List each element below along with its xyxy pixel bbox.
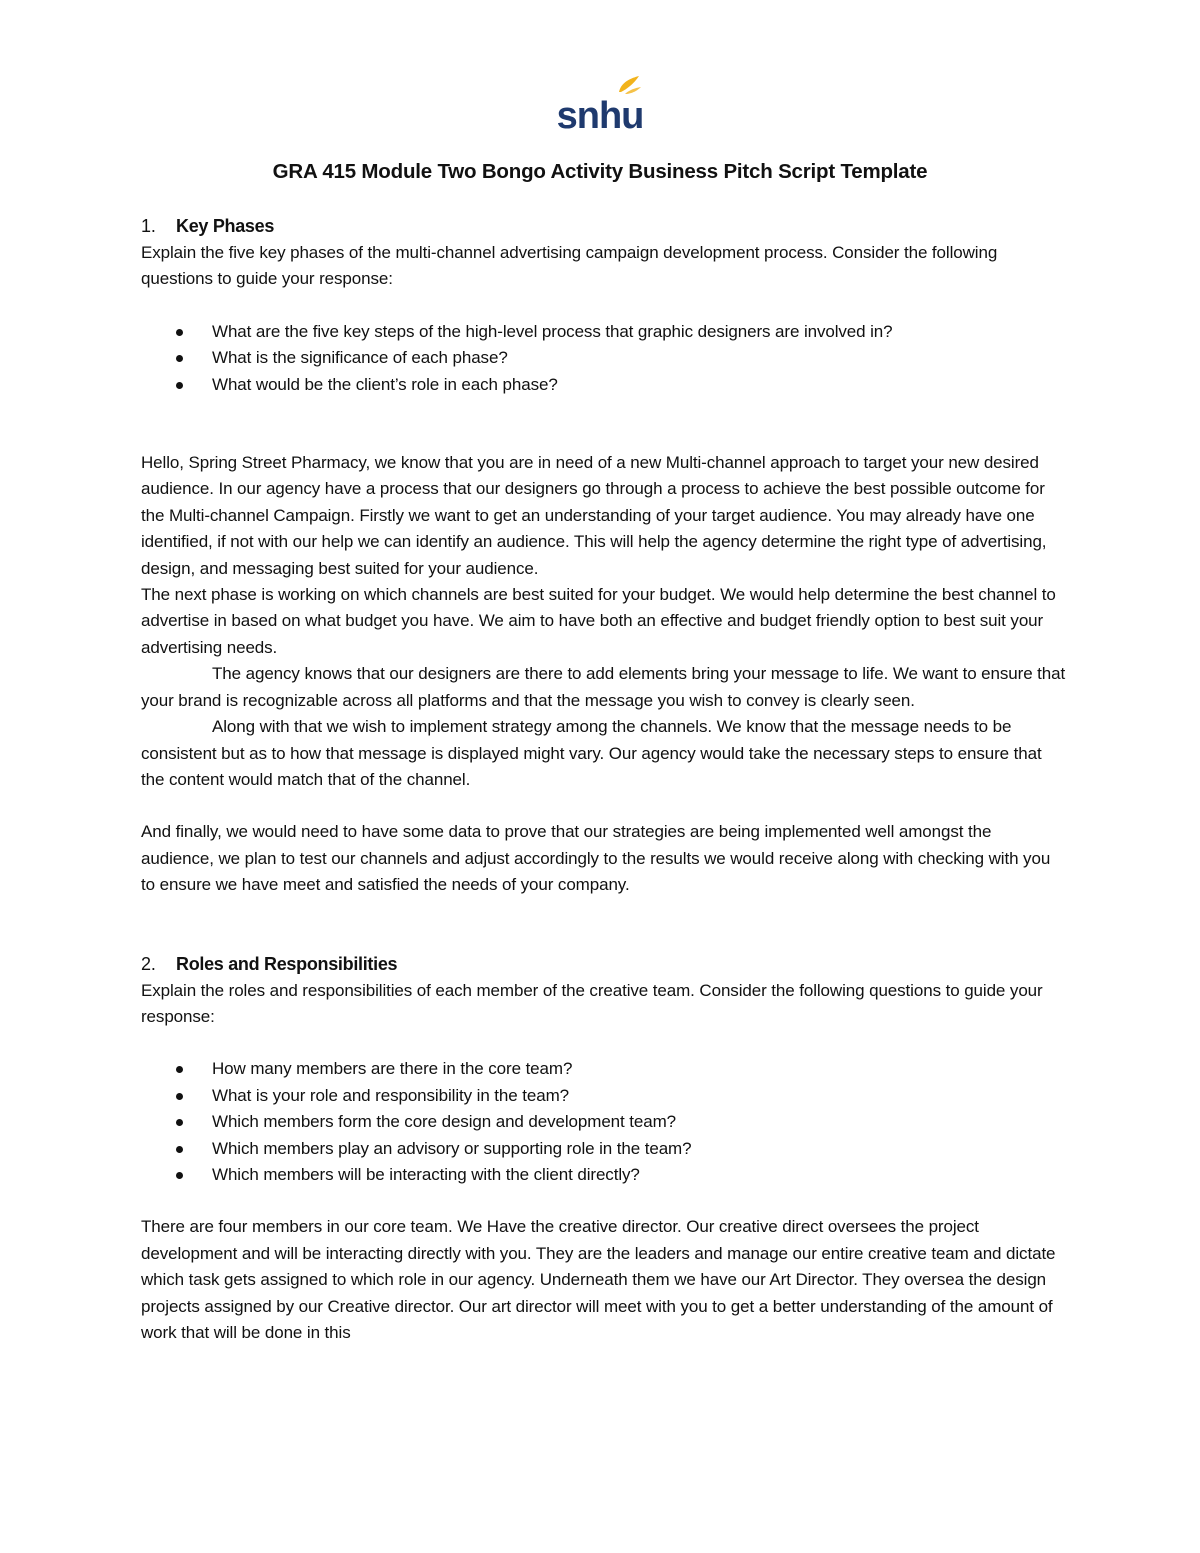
spacer (141, 793, 1066, 819)
spacer (141, 398, 1066, 450)
section-1-prompt: Explain the five key phases of the multi-channel advertising campaign development process. Consider the following questions to guide your response: (141, 243, 998, 289)
section-1-paragraph: Along with that we wish to implement strategy among the channels. We know that the message needs to be consistent but as to how that message is displayed might vary. Our agency would take the necessary steps to ensure that the content would match that of the channel. (141, 717, 1042, 789)
logo-wordmark: snhu (556, 95, 644, 136)
list-item (141, 1083, 1066, 1109)
section-1-paragraph: And finally, we would need to have some data to prove that our strategies are being implemented well amongst the audience, we plan to test our channels and adjust accordingly to the results we would receive along with checking with you to ensure we have meet and satisfied the needs of your company. (141, 822, 1051, 895)
section-1-paragraph: The agency knows that our designers are there to add elements bring your message to life. We want to ensure that your brand is recognizable across all platforms and that the message you wish to convey is clearly seen. (141, 664, 1066, 710)
question-text: What would be the client’s role in each phase? (212, 374, 558, 394)
spacer (141, 1188, 1066, 1214)
list-item (141, 372, 1066, 398)
bullet-icon (176, 1146, 183, 1153)
list-item (141, 1136, 1066, 1162)
question-text: How many members are there in the core team? (212, 1059, 573, 1079)
section-2-heading (141, 951, 1066, 978)
section-2-number: 2. (141, 953, 156, 974)
section-1-heading (141, 213, 1066, 240)
section-1-title: Key Phases (176, 216, 275, 236)
bullet-icon (176, 329, 183, 336)
bullet-icon (176, 1172, 183, 1179)
list-item (141, 319, 1066, 345)
snhu-logo-icon (555, 72, 645, 136)
section-1-paragraph: The next phase is working on which channels are best suited for your budget. We would help determine the best channel to advertise in based on what budget you have. We aim to have both an effective and budget friendly option to best suit your advertising needs. (141, 585, 1056, 657)
list-item (141, 345, 1066, 371)
section-1-paragraph: Hello, Spring Street Pharmacy, we know that you are in need of a new Multi-channel approach to target your new desired audience. In our agency have a process that our designers go through a process to achieve the best possible outcome for the Multi-channel Campaign. Firstly we want to get an understanding of your target audience. You may already have one identified, if not with our help we can identify an audience. This will help the agency determine the right type of advertising, design, and messaging best suited for your audience. (141, 453, 1047, 578)
question-text: What is your role and responsibility in the team? (212, 1085, 569, 1105)
bullet-icon (176, 1093, 183, 1100)
list-item (141, 1056, 1066, 1082)
snhu-logo (0, 72, 1200, 136)
bullet-icon (176, 1119, 183, 1126)
document-body (141, 213, 1066, 1346)
section-1-question-list (141, 319, 1066, 398)
bullet-icon (176, 355, 183, 362)
section-2-title: Roles and Responsibilities (176, 953, 398, 974)
bullet-icon (176, 382, 183, 389)
section-2-paragraph: There are four members in our core team. We Have the creative director. Our creative direct oversees the project development and will be interacting directly with you. They are the leaders and manage our entire creative team and dictate which task gets assigned to which role in our agency. Underneath them we have our Art Director. They oversea the design projects assigned by our Creative director. Our art director will meet with you to get a better understanding of the amount of work that will be done in this (141, 1217, 1056, 1342)
question-text: What are the five key steps of the high-level process that graphic designers are involved in? (212, 321, 893, 341)
section-1-number: 1. (141, 216, 156, 236)
list-item (141, 1109, 1066, 1135)
list-item (141, 1162, 1066, 1188)
question-text: Which members play an advisory or supporting role in the team? (212, 1138, 692, 1158)
question-text: Which members form the core design and development team? (212, 1112, 677, 1132)
document-title: GRA 415 Module Two Bongo Activity Business Pitch Script Template (272, 160, 928, 183)
section-2-question-list (141, 1056, 1066, 1188)
question-text: What is the significance of each phase? (212, 348, 508, 368)
section-2-prompt: Explain the roles and responsibilities of each member of the creative team. Consider the following questions to guide your response: (141, 980, 1043, 1026)
bullet-icon (176, 1066, 183, 1073)
spacer (141, 899, 1066, 951)
question-text: Which members will be interacting with the client directly? (212, 1164, 640, 1184)
